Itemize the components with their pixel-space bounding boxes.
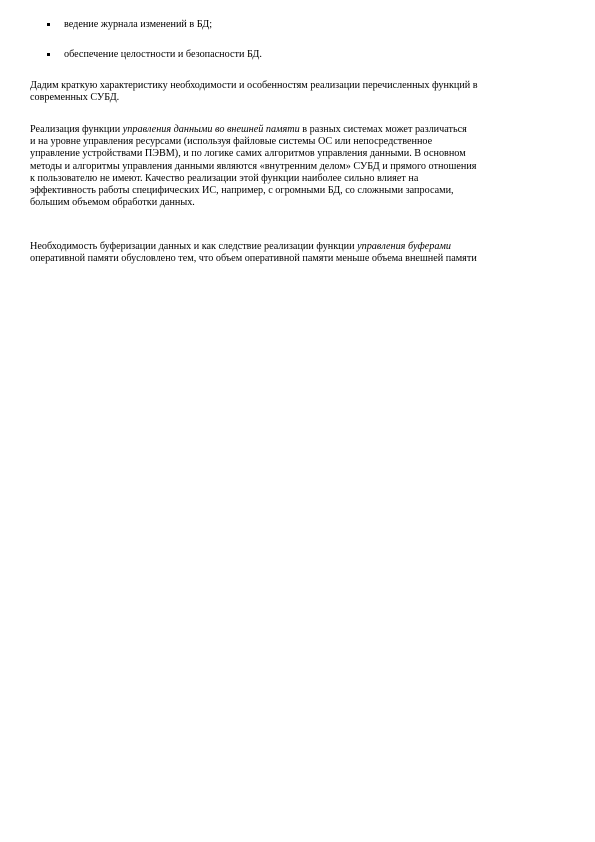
list-item	[47, 48, 567, 61]
emphasized-term: управления буферами	[357, 241, 452, 252]
buffer-management-paragraph	[30, 241, 570, 265]
text-line: большим объемом обработки данных.	[30, 197, 195, 209]
bullet-icon	[47, 23, 50, 26]
text-line	[30, 124, 570, 136]
text-line: эффективность работы специфических ИС, например, с огромными БД, со сложными запросами,	[30, 185, 454, 197]
text-line: современных СУБД.	[30, 92, 120, 104]
text-line: к пользователю не имеют. Качество реализации этой функции наиболее сильно влияет на	[30, 172, 419, 184]
text-segment: в разных системах может различаться	[299, 124, 467, 135]
intro-paragraph	[30, 80, 570, 104]
function-list	[47, 18, 567, 61]
text-line: методы и алгоритмы управления данными являются «внутренним делом» СУБД и прямого отношения	[30, 160, 477, 172]
list-item-text: обеспечение целостности и безопасности БД.	[64, 49, 262, 60]
text-segment: Реализация функции	[30, 124, 123, 135]
text-line: оперативной памяти обусловлено тем, что объем оперативной памяти меньше объема внешней памяти	[30, 253, 477, 265]
list-item-text: ведение журнала изменений в БД;	[64, 19, 213, 30]
text-line: управление устройствами ПЭВМ), и по логике самих алгоритмов управления данными. В основном	[30, 148, 466, 160]
text-segment: Необходимость буферизации данных и как следствие реализации функции	[30, 241, 358, 252]
text-line	[30, 241, 570, 253]
text-line: и на уровне управления ресурсами (используя файловые системы ОС или непосредственное	[30, 136, 433, 148]
list-item	[47, 18, 567, 31]
text-line: Дадим краткую характеристику необходимости и особенностям реализации перечисленных функций в	[30, 80, 478, 91]
bullet-icon	[47, 53, 50, 56]
memory-management-paragraph	[30, 124, 570, 209]
emphasized-term: управления данными во внешней памяти	[122, 124, 300, 135]
